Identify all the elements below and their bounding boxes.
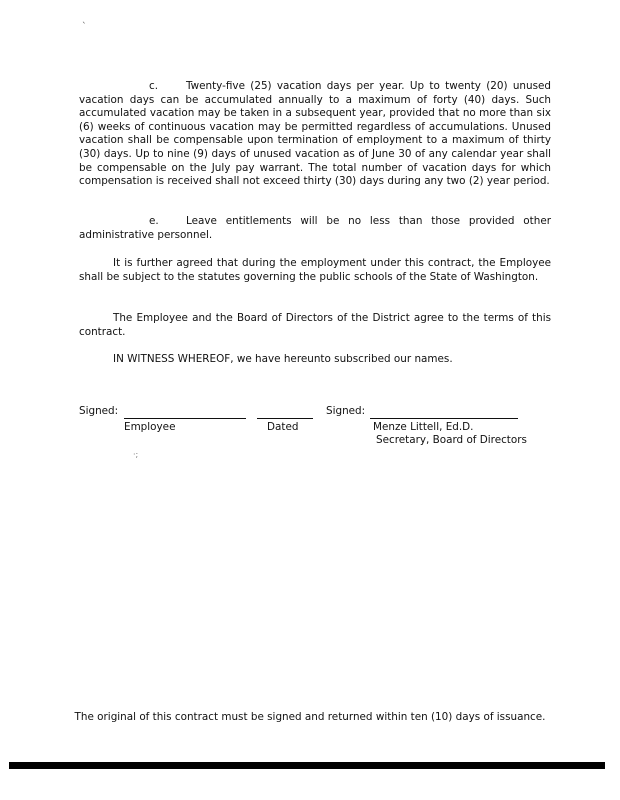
- section-e-paragraph: [79, 215, 551, 242]
- section-c-text: Twenty-five (25) vacation days per year. Up to twenty (20) unused vacation days can be accumulated annually to a maximum of forty (40) days. Such accumulated vacation may be taken in a subsequent year, provided that no more than six (6) weeks of continuous vacation may be permitted regardless of accumulations. Unused vacation shall be compensable upon termination of employment to a maximum of thirty (30) days. Up to nine (9) days of unused vacation as of June 30 of any calendar year shall be compensable on the July pay warrant. The total number of vacation days for which compensation is received shall not exceed thirty (30) days during any two (2) year period.: [79, 80, 551, 188]
- section-e-marker: e.: [149, 215, 159, 227]
- signer-name: Menze Littell, Ed.D.: [373, 421, 474, 433]
- agreement-text: The Employee and the Board of Directors of the District agree to the terms of this contract.: [79, 312, 551, 338]
- employee-signed-label: Signed:: [79, 405, 119, 417]
- employee-caption: Employee: [124, 421, 176, 433]
- employee-signature-line: [124, 418, 246, 419]
- footer-note: The original of this contract must be signed and returned within ten (10) days of issuance.: [74, 711, 546, 723]
- signer-title: Secretary, Board of Directors: [376, 434, 527, 446]
- signature-block: [79, 405, 549, 455]
- section-e-text: Leave entitlements will be no less than those provided other administrative personnel.: [79, 215, 551, 241]
- scan-speck: `: [82, 22, 87, 32]
- witness-text: IN WITNESS WHEREOF, we have hereunto subscribed our names.: [113, 353, 453, 365]
- date-signature-line: [257, 418, 313, 419]
- dated-caption: Dated: [267, 421, 299, 433]
- witness-paragraph: [79, 353, 551, 367]
- further-agreed-paragraph: [79, 257, 551, 284]
- agreement-paragraph: [79, 312, 551, 339]
- board-signed-label: Signed:: [326, 405, 366, 417]
- bottom-border-bar: [9, 762, 605, 769]
- section-c-marker: c.: [149, 80, 159, 92]
- board-signature-line: [370, 418, 518, 419]
- section-c-paragraph: [79, 80, 551, 189]
- further-agreed-text: It is further agreed that during the employment under this contract, the Employee shall be subject to the statutes governing the public schools of the State of Washington.: [79, 257, 551, 283]
- scan-speck: ·;: [133, 450, 139, 459]
